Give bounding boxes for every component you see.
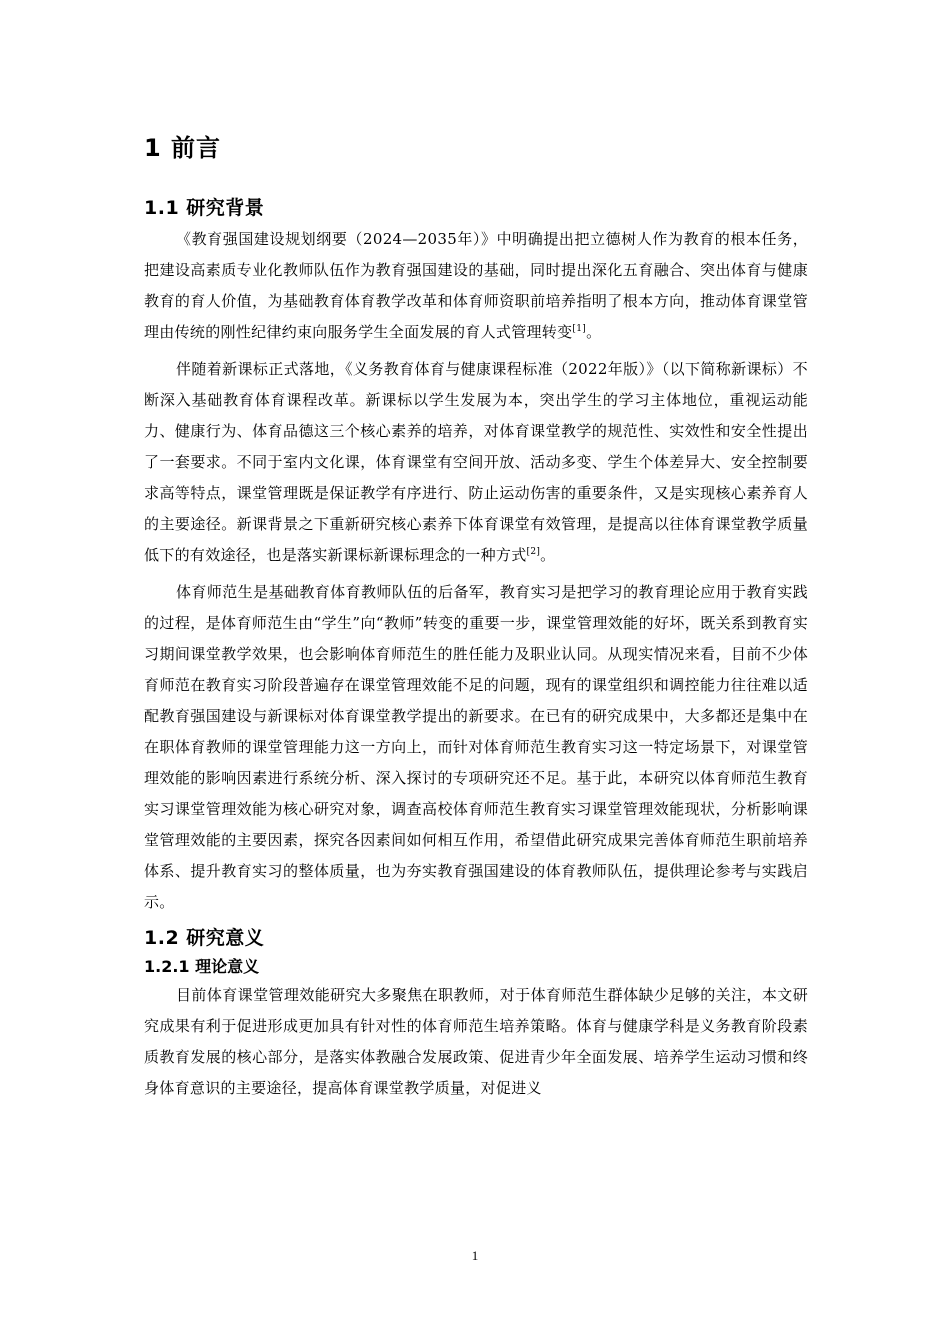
citation-ref: [2]	[526, 547, 541, 557]
paragraph	[144, 354, 808, 571]
paragraph-text: 体育师范生是基础教育体育教师队伍的后备军，教育实习是把学习的教育理论应用于教育实践的过程，是体育师范生由“学生”向“教师”转变的重要一步，课堂管理效能的好坏，既关系到教育实习期间课堂教学效果，也会影响体育师范生的胜任能力及职业认同。从现实情况来看，目前不少体育师范在教育实习阶段普遍存在课堂管理效能不足的问题，现有的课堂组织和调控能力往往难以适配教育强国建设与新课标对体育课堂教学提出的新要求。在已有的研究成果中，大多都还是集中在在职体育教师的课堂管理能力这一方向上，而针对体育师范生教育实习这一特定场景下，对课堂管理效能的影响因素进行系统分析、深入探讨的专项研究还不足。基于此，本研究以体育师范生教育实习课堂管理效能为核心研究对象，调查高校体育师范生教育实习课堂管理效能现状，分析影响课堂管理效能的主要因素，探究各因素间如何相互作用，希望借此研究成果完善体育师范生职前培养体系、提升教育实习的整体质量，也为夯实教育强国建设的体育教师队伍，提供理论参考与实践启示。	[144, 583, 808, 911]
paragraph-text: 目前体育课堂管理效能研究大多聚焦在职教师，对于体育师范生群体缺少足够的关注，本文研究成果有利于促进形成更加具有针对性的体育师范生培养策略。体育与健康学科是义务教育阶段素质教育发展的核心部分，是落实体教融合发展政策、促进青少年全面发展、培养学生运动习惯和终身体育意识的主要途径，提高体育课堂教学质量，对促进义	[144, 986, 808, 1097]
paragraph-text: 伴随着新课标正式落地，《义务教育体育与健康课程标准（2022年版）》（以下简称新课标）不断深入基础教育体育课程改革。新课标以学生发展为本，突出学生的学习主体地位，重视运动能力、健康行为、体育品德这三个核心素养的培养，对体育课堂教学的规范性、实效性和安全性提出了一套要求。不同于室内文化课，体育课堂有空间开放、活动多变、学生个体差异大、安全控制要求高等特点，课堂管理既是保证教学有序进行、防止运动伤害的重要条件，又是实现核心素养育人的主要途径。新课背景之下重新研究核心素养下体育课堂有效管理，是提高以往体育课堂教学质量低下的有效途径，也是落实新课标新课标理念的一种方式	[144, 360, 808, 564]
chapter-title: 1 前言	[144, 134, 222, 162]
paragraph	[144, 577, 808, 918]
paragraph-end: 。	[586, 323, 602, 341]
section-title-1-2: 1.2 研究意义	[144, 927, 265, 949]
paragraph	[144, 224, 808, 348]
paragraph-end: 。	[540, 546, 556, 564]
paragraph-text: 《教育强国建设规划纲要（2024—2035年）》中明确提出把立德树人作为教育的根本任务，把建设高素质专业化教师队伍作为教育强国建设的基础，同时提出深化五育融合、突出体育与健康教育的育人价值，为基础教育体育教学改革和体育师资职前培养指明了根本方向，推动体育课堂管理由传统的刚性纪律约束向服务学生全面发展的育人式管理转变	[144, 230, 808, 341]
citation-ref: [1]	[572, 324, 587, 334]
subsection-title-1-2-1: 1.2.1 理论意义	[144, 957, 260, 976]
page-content	[144, 130, 808, 1110]
paragraph	[144, 980, 808, 1104]
page-number: 1	[471, 1248, 479, 1263]
section-title-1-1: 1.1 研究背景	[144, 197, 265, 219]
